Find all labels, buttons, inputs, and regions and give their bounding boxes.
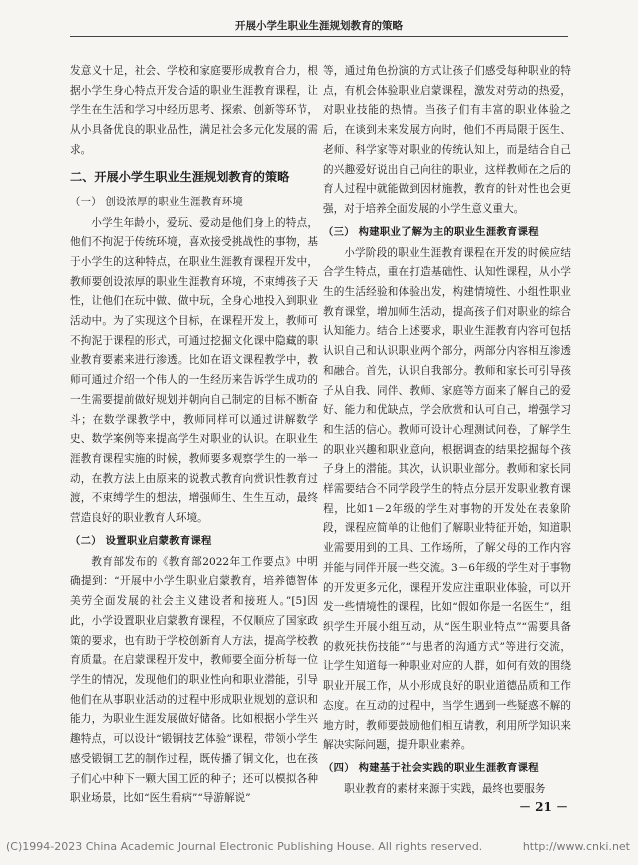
paragraph: 小学生年龄小，爱玩、爱动是他们身上的特点，他们不拘泥于传统环境，喜欢接受挑战性的事物，基于小学生的这种特点，在职业生涯教育课程开发中，教师要创设浓厚的职业生涯教育环境，不束缚孩子天性，让他们在玩中做、做中玩，全身心地投入到职业活动中。为了实现这个目标，在课程开发上，教师可不拘泥于课程的形式，可通过挖掘文化课中隐藏的职业教育要素来进行渗透。比如在语文课程教学中，教师可通过介绍一个伟人的一生经历来告诉学生成功的一生需要提前做好规划并朝向自己制定的目标不断奋斗；在数学课教学中，教师同样可以通过讲解数学史、数学案例等来提高学生对职业的认识。在职业生涯教育课程实施的时候，教师要多观察学生的一举一动，在教方法上由原来的说教式教育向赏识性教育过渡，不束缚学生的想法，增强师生、生生互动，最终营造良好的职业教育人环境。 — [70, 216, 318, 525]
copyright-text: (C)1994-2023 China Academic Journal Electronic Publishing House. All rights reserved. — [6, 840, 483, 853]
footer-link[interactable]: http://www.cnki.net — [522, 840, 630, 853]
subsection-heading: （一） 创设浓厚的职业生涯教育环境 — [70, 195, 244, 208]
subsection-heading: （二） 设置职业启蒙教育课程 — [70, 534, 212, 547]
page-number: － 21 － — [518, 800, 568, 814]
section-heading: 二、开展小学生职业生涯规划教育的策略 — [70, 169, 290, 184]
subsection-heading: （三） 构建职业了解为主的职业生涯教育课程 — [323, 225, 539, 238]
subsection-heading: （四） 构建基于社会实践的职业生涯教育课程 — [323, 761, 539, 774]
footer — [6, 840, 630, 853]
paragraph: 小学阶段的职业生涯教育课程在开发的时候应结合学生特点，重在打造基础性、认知性课程，从小学生的生活经验和体验出发，构建情境性、小组性职业教育课堂，增加师生活动，提高孩子们对职业的综合认知能力。结合上述要求，职业生涯教育内容可包括认识自己和认识职业两个部分，两部分内容相互渗透和融合。首先，认识自我部分。教师和家长可引导孩子从自我、同伴、教师、家庭等方面来了解自己的爱好、能力和优缺点，学会欣赏和认可自己，增强学习和生活的信心。教师可设计心理测试问卷，了解学生的职业兴趣和职业意向，根据调查的结果挖掘每个孩子身上的潜能。其次，认识职业部分。教师和家长同样需要结合不同学段学生的特点分层开发职业教育课程，比如1－2年级的学生对事物的开发处在表象阶段，课程应简单的让他们了解职业特征开始，知道职业需要用到的工具、工作场所，了解父母的工作内容并能与同伴开展一些交流。3－6年级的学生对于事物的开发更多元化，课程开发应注重职业体验，可以开发一些情境性的课程，比如“假如你是一名医生”，组织学生开展小组互动，从“医生职业特点”“需要具备的救死扶伤技能”“与患者的沟通方式”等进行交流，让学生知道每一种职业对应的人群，如何有效的围绕职业开展工作，从小形成良好的职业道德品质和工作态度。在互动的过程中，当学生遇到一些疑惑不解的地方时，教师要鼓励他们相互请教，利用所学知识来解决实际问题，提升职业素养。 — [323, 246, 571, 752]
header-rule — [70, 36, 568, 37]
paragraph: 教育部发布的《教育部2022年工作要点》中明确提到：“开展中小学生职业启蒙教育，培养德智体美劳全面发展的社会主义建设者和接班人。”[5]因此，小学设置职业启蒙教育课程，不仅顺应了国家政策的要求，也有助于学校创新育人方法，提高学校教育质量。在启蒙课程开发中，教师要全面分析每一位学生的情况，发现他们的职业性向和职业潜能，引导他们在从事职业活动的过程中形成职业规划的意识和能力，为职业生涯发展做好储备。比如根据小学生兴趣特点，可以设计“锻铜技艺体验”课程，带领小学生感受锻铜工艺的制作过程，既传播了铜文化，也在孩子们心中种下一颗大国工匠的种子；还可以模拟各种职业场景，比如“医生看病”“导游解说” — [70, 555, 318, 805]
left-column — [70, 62, 318, 809]
paragraph: 等，通过角色扮演的方式让孩子们感受每种职业的特点，有机会体验职业启蒙课程，激发对劳动的热爱，对职业技能的热情。当孩子们有丰富的职业体验之后，在谈到未来发展方向时，他们不再局限于医生、老师、科学家等对职业的传统认知上，而是结合自己的兴趣爱好说出自己向往的职业，这样教师在之后的育人过程中就能做到因材施教，教育的针对性也会更强，对于培养全面发展的小学生意义重大。 — [323, 65, 571, 215]
paragraph: 发意义十足，社会、学校和家庭要形成教育合力，根据小学生身心特点开发合适的职业生涯教育课程，让学生在生活和学习中经历思考、探索、创新等环节，从小具备优良的职业品性，满足社会多元化发展的需求。 — [70, 65, 318, 156]
right-column — [323, 62, 571, 800]
running-head: 开展小学生职业生涯规划教育的策略 — [235, 20, 403, 32]
paragraph: 职业教育的素材来源于实践，最终也要服务 — [344, 782, 546, 795]
